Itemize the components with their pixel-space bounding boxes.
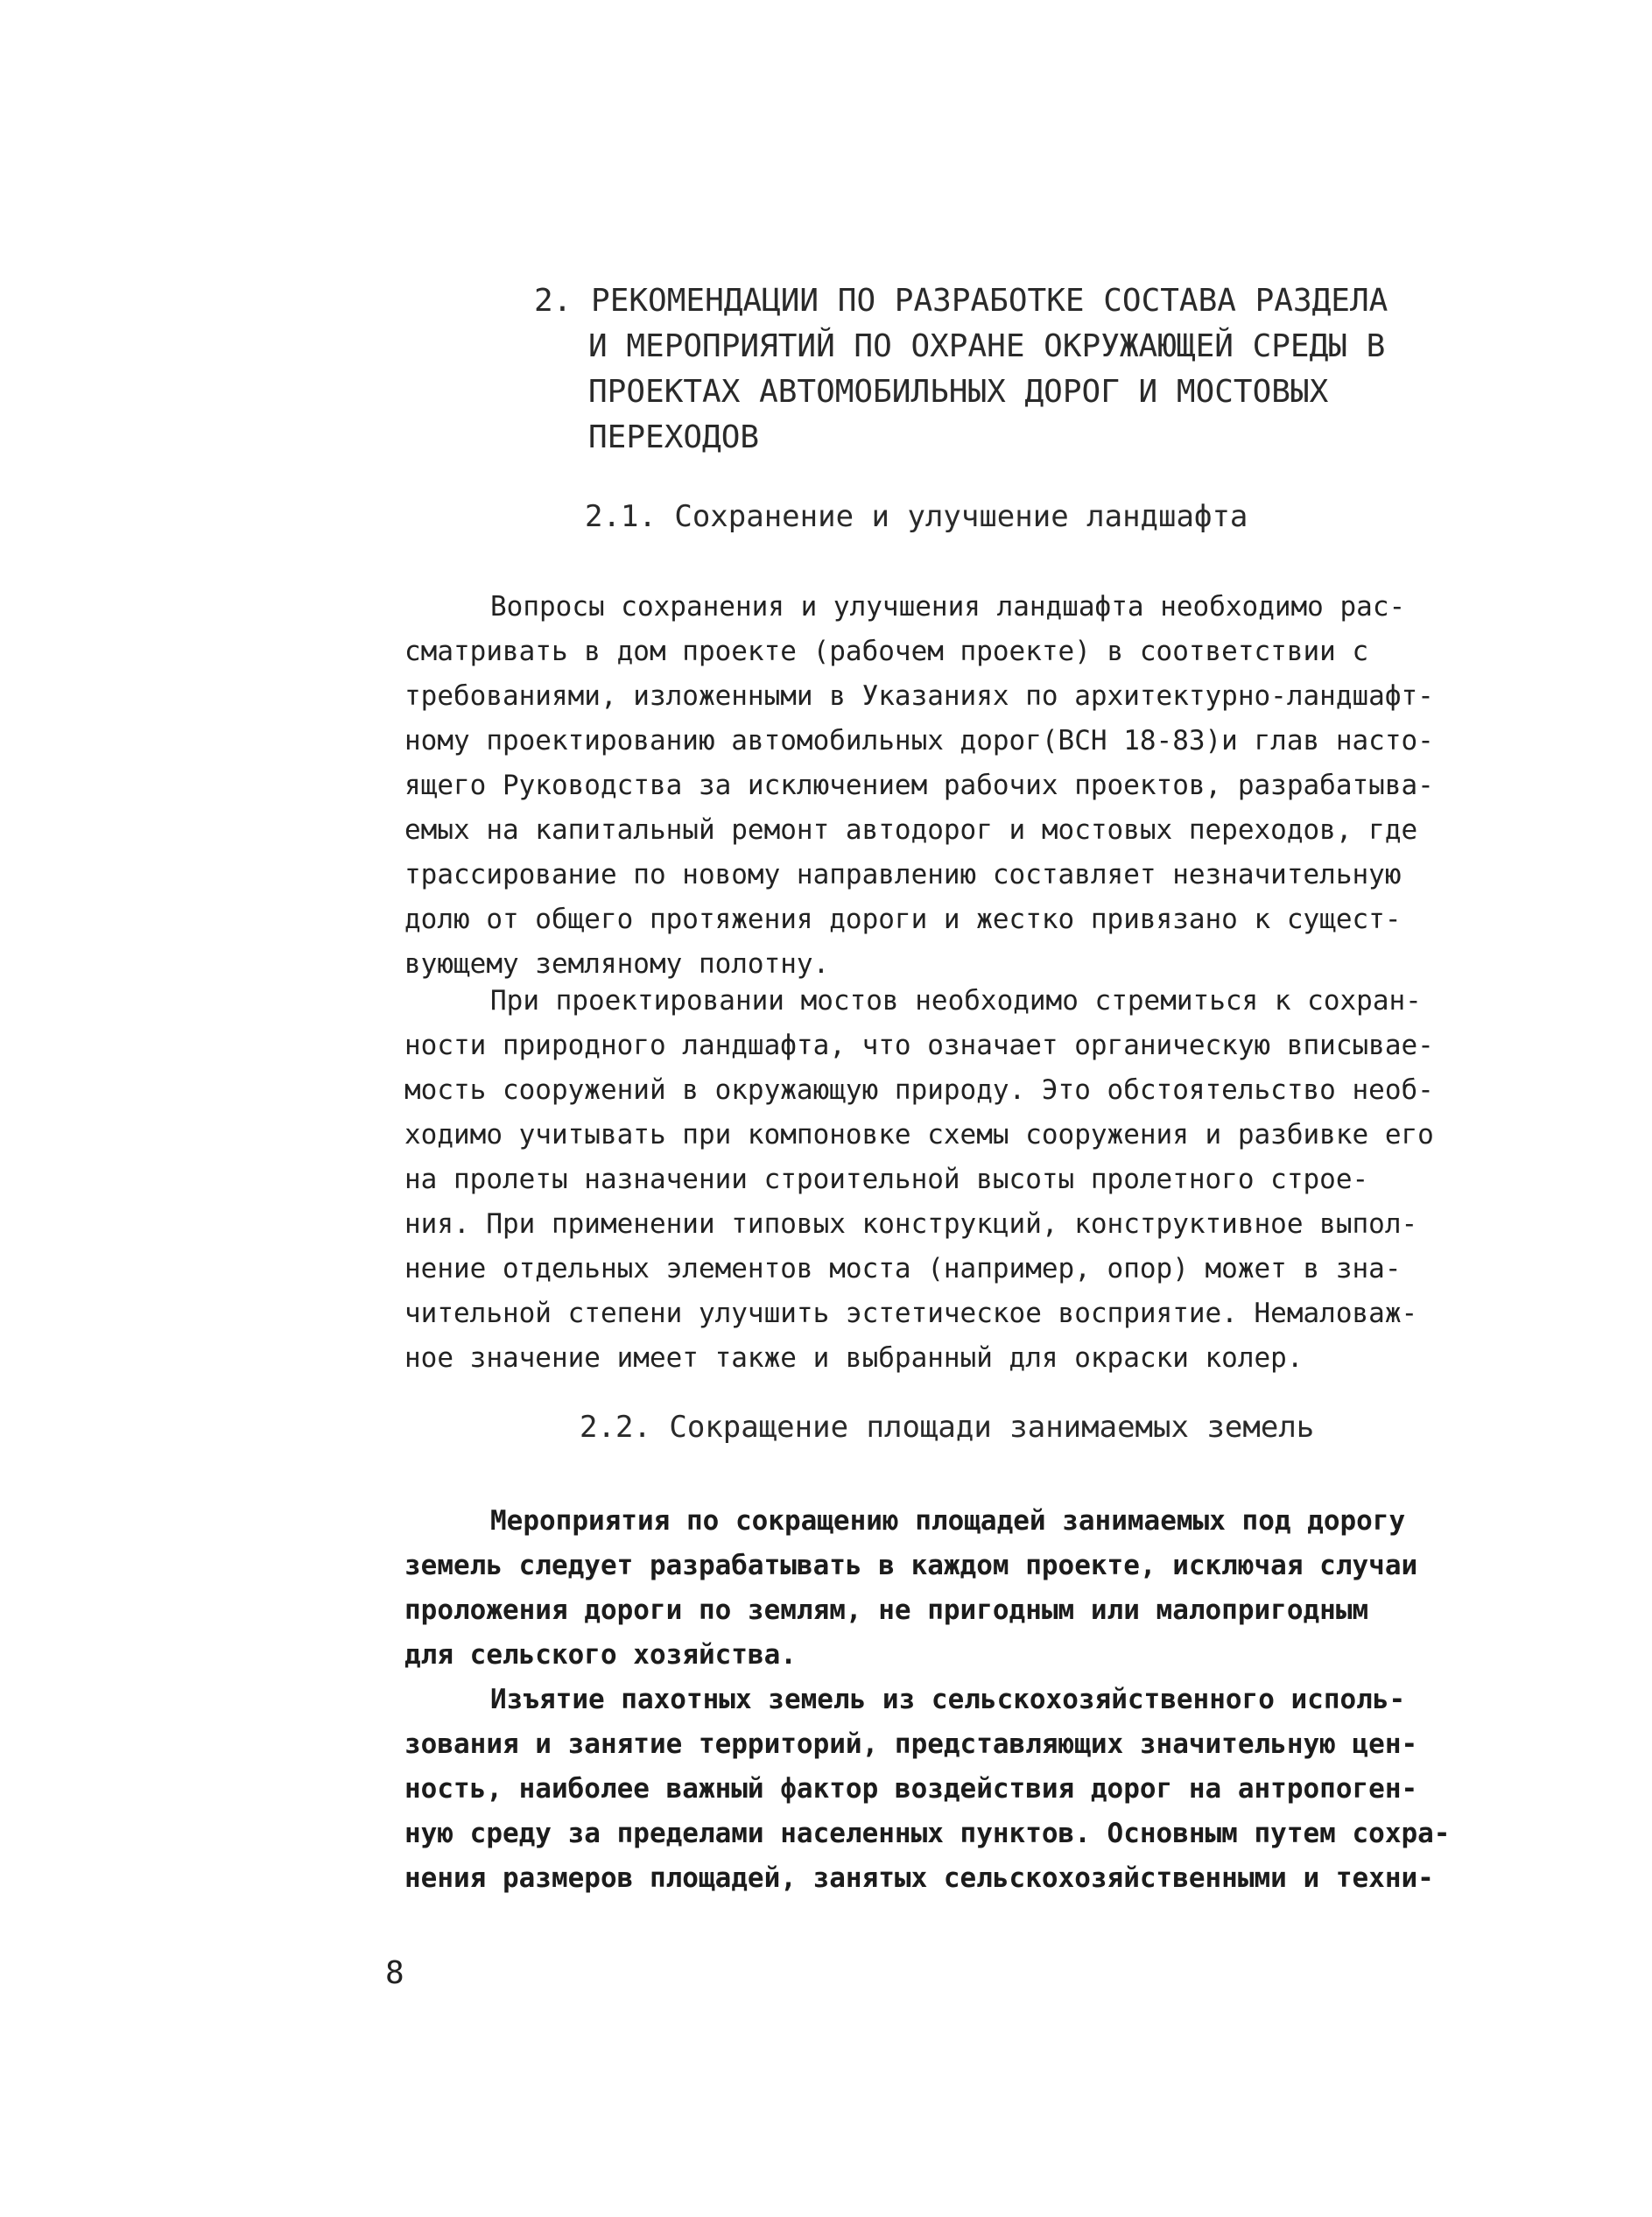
- text-line: проложения дороги по землям, не пригодным или малопригодным: [404, 1594, 1369, 1626]
- text-line: земель следует разрабатывать в каждом проекте, исключая случаи: [404, 1550, 1418, 1581]
- text-line: чительной степени улучшить эстетическое восприятие. Немаловаж-: [404, 1298, 1418, 1329]
- text-line: зования и занятие территорий, представляющих значительную цен-: [404, 1728, 1418, 1760]
- text-line: ходимо учитывать при компоновке схемы сооружения и разбивке его: [404, 1119, 1434, 1151]
- subsection-title-2-2: 2.2. Сокращение площади занимаемых земель: [580, 1410, 1315, 1445]
- text-line: ную среду за пределами населенных пунктов. Основным путем сохра-: [404, 1818, 1451, 1849]
- text-line: для сельского хозяйства.: [404, 1639, 797, 1671]
- text-line: сматривать в дом проекте (рабочем проекте) в соответствии с: [404, 636, 1369, 667]
- heading-line: ПРОЕКТАХ АВТОМОБИЛЬНЫХ ДОРОГ И МОСТОВЫХ: [588, 374, 1329, 410]
- heading-line: И МЕРОПРИЯТИЙ ПО ОХРАНЕ ОКРУЖАЮЩЕЙ СРЕДЫ В: [588, 328, 1386, 364]
- section-heading: [534, 278, 1409, 461]
- page-number: 8: [385, 1955, 404, 1991]
- text-line: требованиями, изложенными в Указаниях по архитектурно-ландшафт-: [404, 680, 1434, 712]
- text-line: Вопросы сохранения и улучшения ландшафта необходимо рас-: [490, 591, 1406, 623]
- text-line: емых на капитальный ремонт автодорог и мостовых переходов, где: [404, 814, 1418, 846]
- text-line: трассирование по новому направлению составляет незначительную: [404, 859, 1402, 890]
- paragraph-landscape-2: [404, 979, 1499, 1381]
- text-line: ному проектированию автомобильных дорог(ВСН 18-83)и глав насто-: [404, 725, 1434, 757]
- paragraph-land-1: [404, 1499, 1499, 1678]
- text-line: нения размеров площадей, занятых сельскохозяйственными и техни-: [404, 1862, 1434, 1894]
- text-line: вующему земляному полотну.: [404, 948, 830, 980]
- text-line: мость сооружений в окружающую природу. Это обстоятельство необ-: [404, 1074, 1434, 1106]
- text-line: на пролеты назначении строительной высоты пролетного строе-: [404, 1164, 1369, 1195]
- text-line: ности природного ландшафта, что означает органическую вписывае-: [404, 1030, 1434, 1061]
- heading-line: ПЕРЕХОДОВ: [588, 419, 760, 455]
- text-line: ное значение имеет также и выбранный для окраски колер.: [404, 1342, 1304, 1374]
- text-line: Изъятие пахотных земель из сельскохозяйственного исполь-: [490, 1684, 1406, 1715]
- paragraph-land-2: [404, 1678, 1499, 1901]
- text-line: нение отдельных элементов моста (например, опор) может в зна-: [404, 1253, 1402, 1284]
- text-line: ность, наиболее важный фактор воздействия дорог на антропоген-: [404, 1773, 1418, 1805]
- heading-line: 2. РЕКОМЕНДАЦИИ ПО РАЗРАБОТКЕ СОСТАВА РАЗДЕЛА: [534, 283, 1388, 319]
- paragraph-landscape-1: [404, 585, 1499, 987]
- text-line: При проектировании мостов необходимо стремиться к сохран-: [490, 985, 1422, 1017]
- text-line: долю от общего протяжения дороги и жестко привязано к сущест-: [404, 904, 1402, 935]
- text-line: ящего Руководства за исключением рабочих проектов, разрабатыва-: [404, 770, 1434, 801]
- text-line: Мероприятия по сокращению площадей занимаемых под дорогу: [490, 1505, 1406, 1537]
- subsection-title-2-1: 2.1. Сохранение и улучшение ландшафта: [585, 499, 1248, 534]
- text-line: ния. При применении типовых конструкций, конструктивное выпол-: [404, 1208, 1418, 1240]
